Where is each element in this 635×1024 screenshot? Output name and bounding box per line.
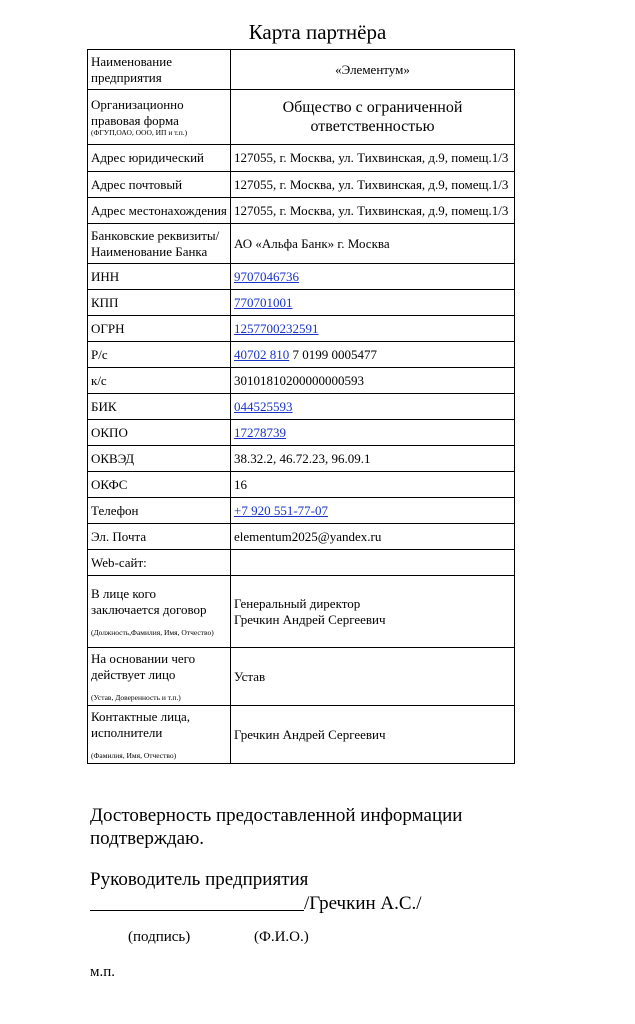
table-row bbox=[88, 198, 515, 224]
row-label-okpo: ОКПО bbox=[88, 420, 231, 446]
row-label-legal-address: Адрес юридический bbox=[88, 145, 231, 172]
signature-line bbox=[90, 891, 422, 915]
partner-card-table bbox=[87, 49, 515, 764]
row-label-contacts bbox=[88, 706, 231, 764]
company-name-value: «Элементум» bbox=[231, 50, 515, 90]
table-row bbox=[88, 706, 515, 764]
table-row bbox=[88, 145, 515, 172]
signature-blank bbox=[90, 891, 304, 911]
row-label-location-address: Адрес местонахождения bbox=[88, 198, 231, 224]
table-row bbox=[88, 50, 515, 90]
row-label-name: Наименование предприятия bbox=[88, 50, 231, 90]
contacts-value: Гречкин Андрей Сергеевич bbox=[231, 706, 515, 764]
table-row bbox=[88, 316, 515, 342]
row-label-bank: Банковские реквизиты/ Наименование Банка bbox=[88, 224, 231, 264]
basis-value: Устав bbox=[231, 648, 515, 706]
bank-value: АО «Альфа Банк» г. Москва bbox=[231, 224, 515, 264]
table-row bbox=[88, 368, 515, 394]
table-row bbox=[88, 264, 515, 290]
signatory-value bbox=[231, 576, 515, 648]
row-label-rs: Р/с bbox=[88, 342, 231, 368]
row-label-signatory bbox=[88, 576, 231, 648]
rs-link[interactable]: 40702 810 bbox=[234, 346, 290, 362]
inn-link[interactable]: 9707046736 bbox=[234, 268, 299, 284]
stamp-label: м.п. bbox=[90, 964, 116, 980]
row-label-inn: ИНН bbox=[88, 264, 231, 290]
org-form-hint: (ФГУП,ОАО, ООО, ИП и т.п.) bbox=[91, 128, 188, 138]
bik-link[interactable]: 044525593 bbox=[234, 398, 293, 414]
phone-link[interactable]: +7 920 551-77-07 bbox=[234, 502, 328, 518]
confirmation-text: Достоверность предоставленной информации подтверждаю. bbox=[90, 805, 463, 849]
table-row bbox=[88, 342, 515, 368]
kpp-link[interactable]: 770701001 bbox=[234, 294, 293, 310]
ogrn-link[interactable]: 1257700232591 bbox=[234, 320, 319, 336]
table-row bbox=[88, 498, 515, 524]
table-row bbox=[88, 290, 515, 316]
row-label-okved: ОКВЭД bbox=[88, 446, 231, 472]
row-label-okfs: ОКФС bbox=[88, 472, 231, 498]
contacts-hint: (Фамилия, Имя, Отчество) bbox=[91, 750, 177, 760]
email-value: elementum2025@yandex.ru bbox=[231, 524, 515, 550]
okfs-value: 16 bbox=[231, 472, 515, 498]
row-label-bik: БИК bbox=[88, 394, 231, 420]
table-row bbox=[88, 90, 515, 145]
name-caption: (Ф.И.О.) bbox=[254, 929, 309, 945]
table-row bbox=[88, 576, 515, 648]
row-label-basis bbox=[88, 648, 231, 706]
signatory-hint: (Должность,Фамилия, Имя, Отчество) bbox=[91, 627, 214, 637]
table-row bbox=[88, 420, 515, 446]
signatory-position: Генеральный директор bbox=[234, 595, 361, 611]
org-form-value: Общество с ограниченной ответственностью bbox=[231, 90, 515, 145]
table-row bbox=[88, 172, 515, 198]
row-label-org-form bbox=[88, 90, 231, 145]
row-label-email: Эл. Почта bbox=[88, 524, 231, 550]
okpo-link[interactable]: 17278739 bbox=[234, 424, 286, 440]
row-label-kpp: КПП bbox=[88, 290, 231, 316]
signature-name: /Гречкин А.С./ bbox=[304, 893, 422, 914]
head-label: Руководитель предприятия bbox=[90, 869, 309, 890]
table-row bbox=[88, 648, 515, 706]
location-address-value: 127055, г. Москва, ул. Тихвинская, д.9, помещ.1/3 bbox=[231, 198, 515, 224]
website-value bbox=[231, 550, 515, 576]
page-title: Карта партнёра bbox=[248, 20, 387, 44]
table-row bbox=[88, 394, 515, 420]
legal-address-value: 127055, г. Москва, ул. Тихвинская, д.9, помещ.1/3 bbox=[231, 145, 515, 172]
table-row bbox=[88, 524, 515, 550]
basis-hint: (Устав, Доверенность и т.п.) bbox=[91, 692, 181, 702]
basis-label: На основании чего действует лицо bbox=[91, 651, 196, 682]
row-label-ks: к/с bbox=[88, 368, 231, 394]
signatory-name: Гречкин Андрей Сергеевич bbox=[234, 611, 386, 627]
row-label-phone: Телефон bbox=[88, 498, 231, 524]
table-row bbox=[88, 472, 515, 498]
table-row bbox=[88, 446, 515, 472]
row-label-postal-address: Адрес почтовый bbox=[88, 172, 231, 198]
signatory-label: В лице кого заключается договор bbox=[91, 586, 207, 617]
row-label-ogrn: ОГРН bbox=[88, 316, 231, 342]
signature-caption: (подпись) bbox=[128, 929, 191, 945]
ks-value: 30101810200000000593 bbox=[231, 368, 515, 394]
table-row bbox=[88, 224, 515, 264]
rs-rest: 7 0199 0005477 bbox=[289, 346, 377, 362]
okved-value: 38.32.2, 46.72.23, 96.09.1 bbox=[231, 446, 515, 472]
postal-address-value: 127055, г. Москва, ул. Тихвинская, д.9, помещ.1/3 bbox=[231, 172, 515, 198]
table-row bbox=[88, 550, 515, 576]
contacts-label: Контактные лица, исполнители bbox=[91, 709, 191, 740]
row-label-website: Web-сайт: bbox=[88, 550, 231, 576]
org-form-label: Организационно правовая форма bbox=[91, 96, 184, 128]
